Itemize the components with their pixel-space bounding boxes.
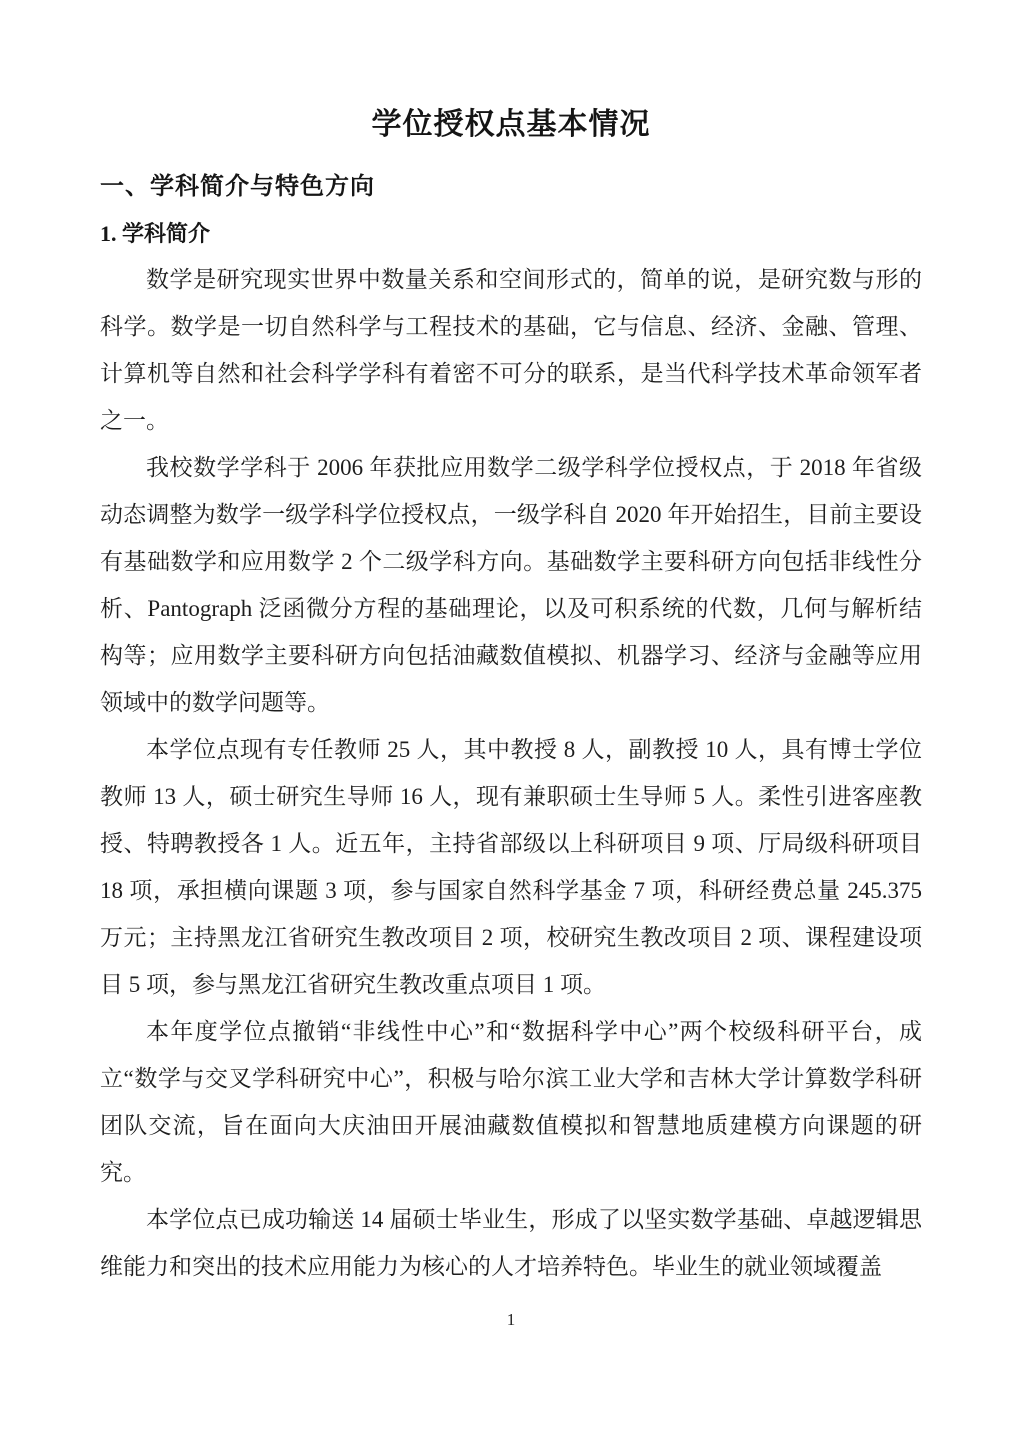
body-text	[100, 256, 922, 1290]
paragraph-discipline-history: 我校数学学科于 2006 年获批应用数学二级学科学位授权点，于 2018 年省级动态调整为数学一级学科学位授权点，一级学科自 2020 年开始招生，目前主要设有基础数学和应用数学 2 个二级学科方向。基础数学主要科研方向包括非线性分析、Pantograph 泛函微分方程的基础理论，以及可积系统的代数，几何与解析结构等；应用数学主要科研方向包括油藏数值模拟、机器学习、经济与金融等应用领域中的数学问题等。	[100, 455, 922, 715]
paragraph-math-intro: 数学是研究现实世界中数量关系和空间形式的，简单的说，是研究数与形的科学。数学是一切自然科学与工程技术的基础，它与信息、经济、金融、管理、计算机等自然和社会科学学科有着密不可分的联系，是当代科学技术革命领军者之一。	[100, 267, 922, 433]
document-content	[100, 104, 922, 1290]
section-heading: 一、学科简介与特色方向	[100, 173, 375, 200]
paragraph-faculty-stats: 本学位点现有专任教师 25 人，其中教授 8 人，副教授 10 人，具有博士学位教师 13 人，硕士研究生导师 16 人，现有兼职硕士生导师 5 人。柔性引进客座教授、特聘教授各 1 人。近五年，主持省部级以上科研项目 9 项、厅局级科研项目 18 项，承担横向课题 3 项，参与国家自然科学基金 7 项，科研经费总量 245.375 万元；主持黑龙江省研究生教改项目 2 项，校研究生教改项目 2 项、课程建设项目 5 项，参与黑龙江省研究生教改重点项目 1 项。	[100, 737, 923, 997]
paragraph-research-platform: 本年度学位点撤销“非线性中心”和“数据科学中心”两个校级科研平台，成立“数学与交叉学科研究中心”，积极与哈尔滨工业大学和吉林大学计算数学科研团队交流，旨在面向大庆油田开展油藏数值模拟和智慧地质建模方向课题的研究。	[100, 1019, 922, 1185]
subsection-heading: 1. 学科简介	[100, 221, 211, 246]
paragraph-graduates: 本学位点已成功输送 14 届硕士毕业生，形成了以坚实数学基础、卓越逻辑思维能力和突出的技术应用能力为核心的人才培养特色。毕业生的就业领域覆盖	[100, 1207, 922, 1279]
document-title: 学位授权点基本情况	[371, 108, 651, 141]
page-number: 1	[506, 1310, 516, 1329]
